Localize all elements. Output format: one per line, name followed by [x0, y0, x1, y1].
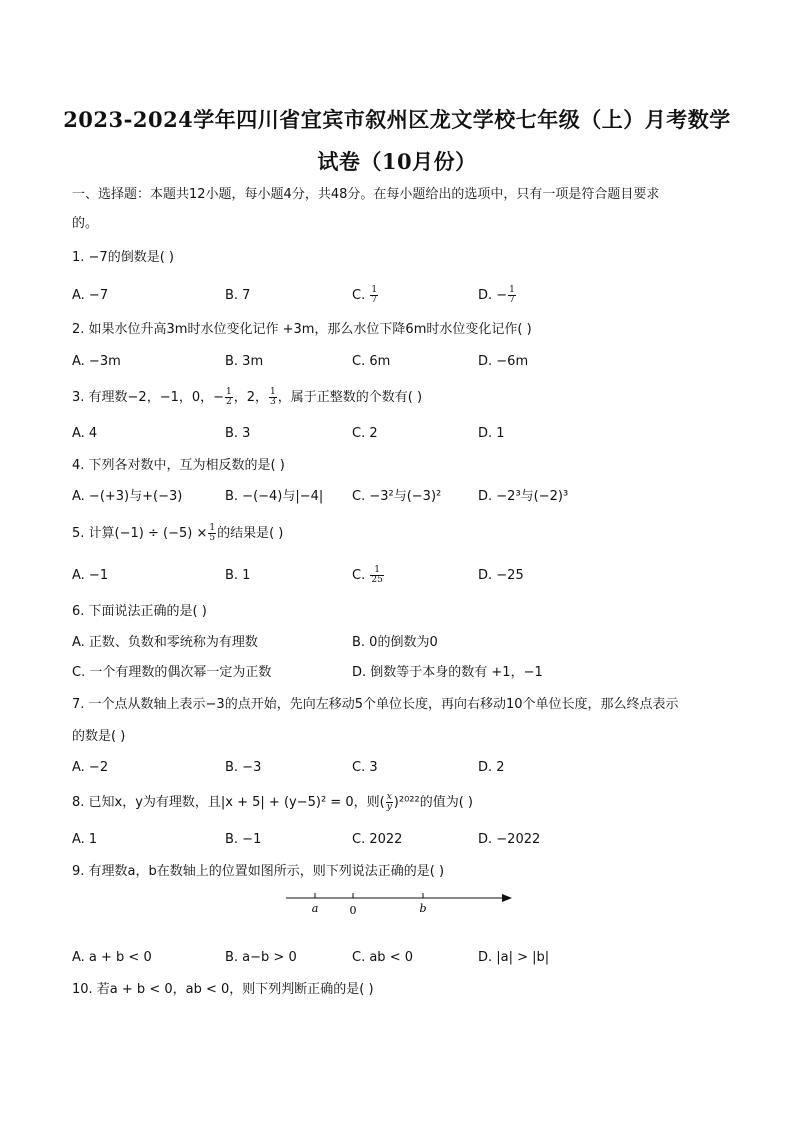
question-6-option-c: C. 一个有理数的偶次幂一定为正数	[72, 665, 272, 680]
question-7-stem-line-2: 的数是( )	[72, 729, 126, 744]
question-8-option-b: B. −1	[225, 832, 262, 847]
question-5-option-a: A. −1	[72, 568, 109, 583]
question-8-option-d: D. −2022	[478, 832, 541, 847]
question-4-option-a: A. −(+3)与+(−3)	[72, 489, 183, 504]
question-8-stem: 8. 已知x，y为有理数，且|x + 5| + (y−5)² = 0，则( $\frac{x}{y}$ )²⁰²²的值为( )	[72, 792, 473, 812]
question-2-option-c: C. 6m	[352, 354, 391, 369]
question-4-stem: 4. 下列各对数中，互为相反数的是( )	[72, 458, 285, 473]
label-b: b	[419, 902, 427, 915]
question-5-option-c: C. $\frac{1}{25}$	[352, 565, 383, 585]
section-heading-line-2: 的。	[72, 216, 99, 231]
question-3-option-c: C. 2	[352, 426, 378, 441]
question-9-option-c: C. ab < 0	[352, 950, 413, 965]
number-line-arrow	[502, 894, 512, 902]
question-1-option-b: B. 7	[225, 288, 251, 303]
question-9-option-d: D. |a| > |b|	[478, 950, 550, 965]
question-1-option-c: C. $\frac{1}{7}$	[352, 285, 378, 305]
title-line-1: 2023-2024学年四川省宜宾市叙州区龙文学校七年级（上）月考数学	[63, 107, 731, 132]
question-8-option-a: A. 1	[72, 832, 98, 847]
question-2-option-d: D. −6m	[478, 354, 529, 369]
question-7-option-c: C. 3	[352, 760, 378, 775]
question-3-option-d: D. 1	[478, 426, 505, 441]
question-3-option-b: B. 3	[225, 426, 251, 441]
question-1-stem: 1. −7的倒数是( )	[72, 250, 174, 265]
question-6-option-a: A. 正数、负数和零统称为有理数	[72, 635, 258, 650]
question-6-option-b: B. 0的倒数为0	[352, 635, 438, 650]
title-line-2: 试卷（10月份）	[317, 149, 477, 174]
question-9-option-b: B. a−b > 0	[225, 950, 297, 965]
question-9-option-a: A. a + b < 0	[72, 950, 152, 965]
question-1-option-a: A. −7	[72, 288, 109, 303]
label-a: a	[311, 902, 319, 915]
label-zero: 0	[349, 904, 357, 917]
question-8-option-c: C. 2022	[352, 832, 403, 847]
question-4-option-c: C. −3²与(−3)²	[352, 489, 442, 504]
question-7-option-a: A. −2	[72, 760, 109, 775]
question-4-option-b: B. −(−4)与|−4|	[225, 489, 324, 504]
question-1-option-d: D. − $\frac{1}{7}$	[478, 285, 515, 305]
question-6-stem: 6. 下面说法正确的是( )	[72, 604, 207, 619]
question-7-option-b: B. −3	[225, 760, 262, 775]
question-2-stem: 2. 如果水位升高3m时水位变化记作 +3m，那么水位下降6m时水位变化记作( )	[72, 322, 532, 337]
question-3-stem: 3. 有理数−2，−1，0，− $\frac{1}{2}$ ，2， $\frac{1}{3}$ ，属于正整数的个数有( )	[72, 387, 423, 407]
question-5-stem: 5. 计算(−1) ÷ (−5) × $\frac{1}{5}$ 的结果是( )	[72, 523, 284, 543]
question-2-option-a: A. −3m	[72, 354, 121, 369]
question-5-option-d: D. −25	[478, 568, 524, 583]
question-6-option-d: D. 倒数等于本身的数有 +1，−1	[352, 665, 543, 680]
question-5-option-b: B. 1	[225, 568, 251, 583]
question-4-option-d: D. −2³与(−2)³	[478, 489, 569, 504]
question-9-stem: 9. 有理数a，b在数轴上的位置如图所示，则下列说法正确的是( )	[72, 864, 445, 879]
number-line-figure	[280, 884, 520, 920]
question-3-option-a: A. 4	[72, 426, 98, 441]
section-heading-line-1: 一、选择题：本题共12小题，每小题4分，共48分。在每小题给出的选项中，只有一项是符合题目要求	[72, 187, 660, 202]
question-2-option-b: B. 3m	[225, 354, 264, 369]
question-7-option-d: D. 2	[478, 760, 505, 775]
question-10-stem: 10. 若a + b < 0，ab < 0，则下列判断正确的是( )	[72, 982, 374, 997]
question-7-stem-line-1: 7. 一个点从数轴上表示−3的点开始，先向左移动5个单位长度，再向右移动10个单位长度，那么终点表示	[72, 697, 679, 712]
